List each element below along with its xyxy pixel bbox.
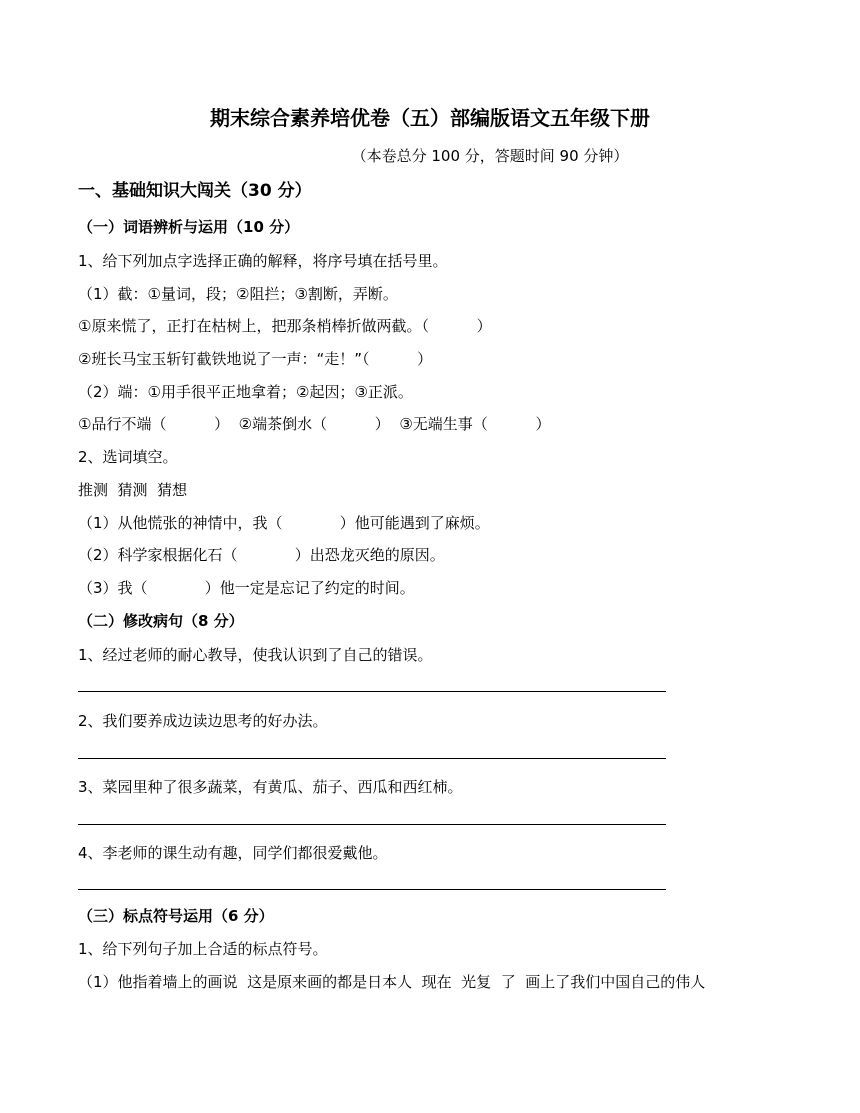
page-subtitle: [0, 146, 860, 166]
word-choices: 推测 猜测 猜想: [78, 481, 188, 499]
definition-line: （2）端：①用手很平正地拿着；②起因；③正派。: [78, 383, 413, 401]
answer-line: [78, 889, 666, 890]
question-prompt: 1、给下列句子加上合适的标点符号。: [78, 940, 328, 958]
part-heading-vocab: （一）词语辨析与运用（10 分）: [78, 218, 300, 236]
question-prompt: 2、选词填空。: [78, 448, 178, 466]
question-item: ①品行不端（ ） ②端茶倒水（ ） ③无端生事（ ）: [78, 415, 551, 433]
question-item: 3、菜园里种了很多蔬菜，有黄瓜、茄子、西瓜和西红柿。: [78, 778, 463, 796]
question-prompt: 1、给下列加点字选择正确的解释，将序号填在括号里。: [78, 252, 448, 270]
question-item: 1、经过老师的耐心教导，使我认识到了自己的错误。: [78, 646, 433, 664]
question-item: 4、李老师的课生动有趣，同学们都很爱戴他。: [78, 844, 388, 862]
question-item: ②班长马宝玉斩钉截铁地说了一声：“走！”（ ）: [78, 350, 433, 368]
answer-line: [78, 758, 666, 759]
question-item: 2、我们要养成边读边思考的好办法。: [78, 712, 328, 730]
section-heading: 一、基础知识大闯关（30 分）: [78, 181, 312, 201]
answer-line: [78, 691, 666, 692]
definition-line: （1）截：①量词，段；②阻拦；③割断，弄断。: [78, 285, 398, 303]
question-item: （1）从他慌张的神情中，我（ ）他可能遇到了麻烦。: [78, 514, 490, 532]
question-item: （1）他指着墙上的画说 这是原来画的都是日本人 现在 光复 了 画上了我们中国自己的伟人: [78, 973, 706, 991]
question-item: （3）我（ ）他一定是忘记了约定的时间。: [78, 579, 415, 597]
part-heading-sentences: （二）修改病句（8 分）: [78, 612, 244, 630]
question-item: （2）科学家根据化石（ ）出恐龙灭绝的原因。: [78, 546, 445, 564]
question-item: ①原来慌了，正打在枯树上，把那条梢棒折做两截。（ ）: [78, 317, 492, 335]
page-title: 期末综合素养培优卷（五）部编版语文五年级下册: [210, 106, 650, 130]
subtitle-text: （本卷总分 100 分，答题时间 90 分钟）: [351, 147, 629, 165]
part-heading-punctuation: （三）标点符号运用（6 分）: [78, 907, 274, 925]
answer-line: [78, 824, 666, 825]
